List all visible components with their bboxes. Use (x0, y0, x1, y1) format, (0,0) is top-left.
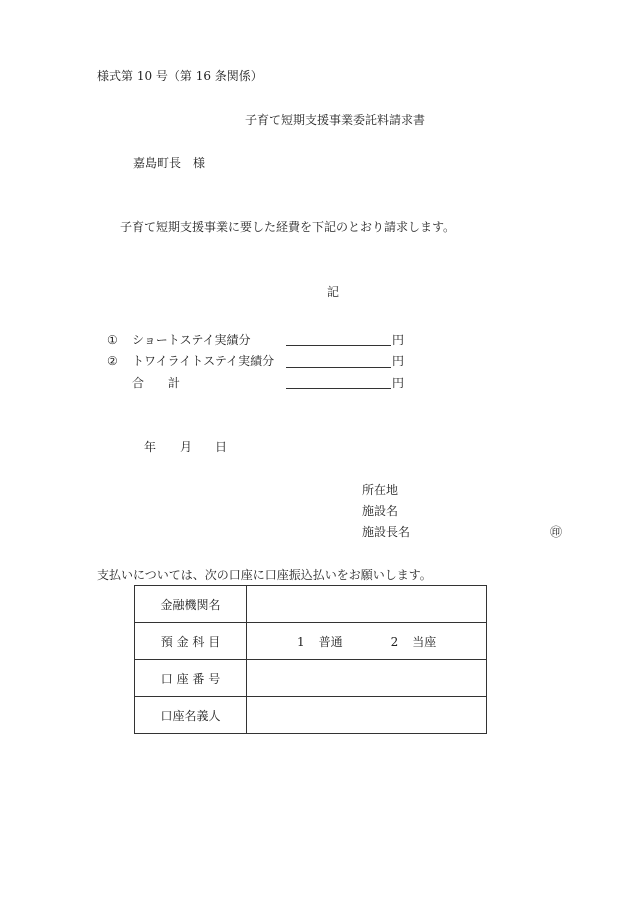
amount-line-total[interactable] (286, 388, 391, 389)
form-number: 様式第 10 号（第 16 条関係） (97, 69, 263, 83)
institution-label: 金融機関名 (135, 586, 247, 623)
table-row (135, 697, 487, 734)
addressee: 嘉島町長 様 (133, 156, 206, 170)
amount-line-twilight-stay[interactable] (286, 367, 391, 368)
date-year: 年 (144, 440, 157, 454)
account-type-ordinary[interactable]: 1 普通 (297, 634, 343, 649)
item-mark-2: ② (107, 354, 118, 368)
document-title: 子育て短期支援事業委託料請求書 (245, 113, 426, 127)
payment-note: 支払いについては、次の口座に口座振込払いをお願いします。 (97, 568, 432, 582)
intro-text: 子育て短期支援事業に要した経費を下記のとおり請求します。 (120, 220, 456, 234)
date-day: 日 (215, 440, 228, 454)
account-number-label: 口 座 番 号 (135, 660, 247, 697)
table-row (135, 623, 487, 660)
item-mark-1: ① (107, 333, 118, 347)
item-label-twilight-stay: トワイライトステイ実績分 (132, 354, 275, 368)
amount-line-short-stay[interactable] (286, 345, 391, 346)
account-holder-label: 口座名義人 (135, 697, 247, 734)
table-row (135, 660, 487, 697)
item-unit-1: 円 (392, 333, 405, 347)
item-label-short-stay: ショートステイ実績分 (132, 333, 251, 347)
address-label: 所在地 (362, 483, 399, 497)
account-number-field[interactable] (247, 660, 487, 697)
director-name-label: 施設長名 (362, 525, 411, 539)
account-holder-field[interactable] (247, 697, 487, 734)
seal-mark: ㊞ (550, 525, 563, 539)
ki-heading: 記 (327, 285, 340, 299)
item-unit-3: 円 (392, 376, 405, 390)
item-unit-2: 円 (392, 354, 405, 368)
account-type-current[interactable]: 2 当座 (390, 634, 437, 649)
bank-account-table (134, 585, 487, 734)
account-type-label: 預 金 科 目 (135, 623, 247, 660)
table-row (135, 586, 487, 623)
facility-name-label: 施設名 (362, 504, 399, 518)
institution-field[interactable] (247, 586, 487, 623)
date-month: 月 (180, 440, 193, 454)
account-type-field[interactable] (247, 623, 487, 660)
item-label-total: 合 計 (132, 376, 181, 390)
